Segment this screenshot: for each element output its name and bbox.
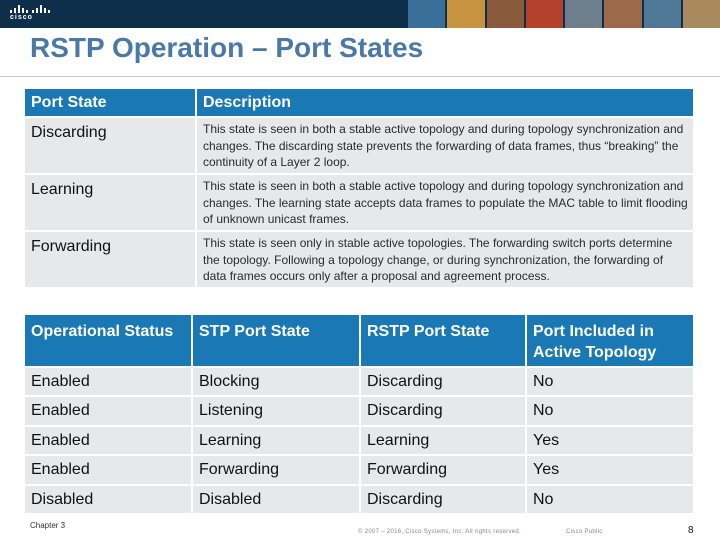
port-state-description: This state is seen in both a stable active topology and during topology synchronization and changes. The learning state accepts data frames to populate the MAC table to limit flooding of unknown unicast frames. [196,174,694,231]
port-state-description: This state is seen in both a stable active topology and during topology synchronization and changes. The discarding state prevents the forwarding of data frames, thus “breaking” the continuity of a Layer 2 loop. [196,117,694,174]
included-cell: Yes [526,426,694,455]
table-row [24,174,694,231]
comparison-header-row [24,314,694,367]
header-photo [487,0,524,28]
rstp-state-cell: Learning [360,426,526,455]
operational-status-cell: Enabled [24,396,192,425]
operational-status-cell: Enabled [24,455,192,484]
operational-status-cell: Disabled [24,485,192,514]
port-state-description: This state is seen only in stable active topologies. The forwarding switch ports determine the topology. Following a topology change, or during synchronization, the forwarding of data frames occurs only after a proposal and agreement process. [196,231,694,288]
table-row [24,367,694,396]
header-stp-port-state: STP Port State [192,314,360,367]
cisco-logo [10,4,50,21]
header-operational-status: Operational Status [24,314,192,367]
port-states-table [23,87,695,289]
header-photo [447,0,484,28]
header-photo [604,0,641,28]
title-divider [0,76,720,77]
port-state-name: Discarding [24,117,196,174]
cisco-logo-text: cisco [10,14,33,21]
header-photo-strip [408,0,720,28]
header-band [0,0,720,28]
stp-rstp-comparison-table [23,313,695,515]
rstp-state-cell: Discarding [360,367,526,396]
chapter-label: Chapter 3 [30,521,66,530]
classification-label: Cisco Public [566,529,603,535]
header-description: Description [196,88,694,117]
rstp-state-cell: Forwarding [360,455,526,484]
operational-status-cell: Enabled [24,367,192,396]
stp-state-cell: Forwarding [192,455,360,484]
port-state-name: Forwarding [24,231,196,288]
header-photo [408,0,445,28]
port-states-header-row [24,88,694,117]
stp-state-cell: Blocking [192,367,360,396]
table-row [24,396,694,425]
rstp-state-cell: Discarding [360,485,526,514]
stp-state-cell: Learning [192,426,360,455]
port-state-name: Learning [24,174,196,231]
table-row [24,485,694,514]
header-port-state: Port State [24,88,196,117]
operational-status-cell: Enabled [24,426,192,455]
header-rstp-port-state: RSTP Port State [360,314,526,367]
stp-state-cell: Disabled [192,485,360,514]
header-photo [644,0,681,28]
header-photo [683,0,720,28]
rstp-state-cell: Discarding [360,396,526,425]
table-row [24,426,694,455]
included-cell: Yes [526,455,694,484]
table-row [24,231,694,288]
page-number: 8 [688,525,694,536]
cisco-logo-bars-icon [10,4,50,13]
copyright-text: © 2007 – 2016, Cisco Systems, Inc. All rights reserved. [358,529,521,535]
included-cell: No [526,396,694,425]
included-cell: No [526,485,694,514]
table-row [24,117,694,174]
stp-state-cell: Listening [192,396,360,425]
header-port-included: Port Included in Active Topology [526,314,694,367]
table-row [24,455,694,484]
header-photo [526,0,563,28]
header-photo [565,0,602,28]
slide-title: RSTP Operation – Port States [30,32,424,63]
included-cell: No [526,367,694,396]
